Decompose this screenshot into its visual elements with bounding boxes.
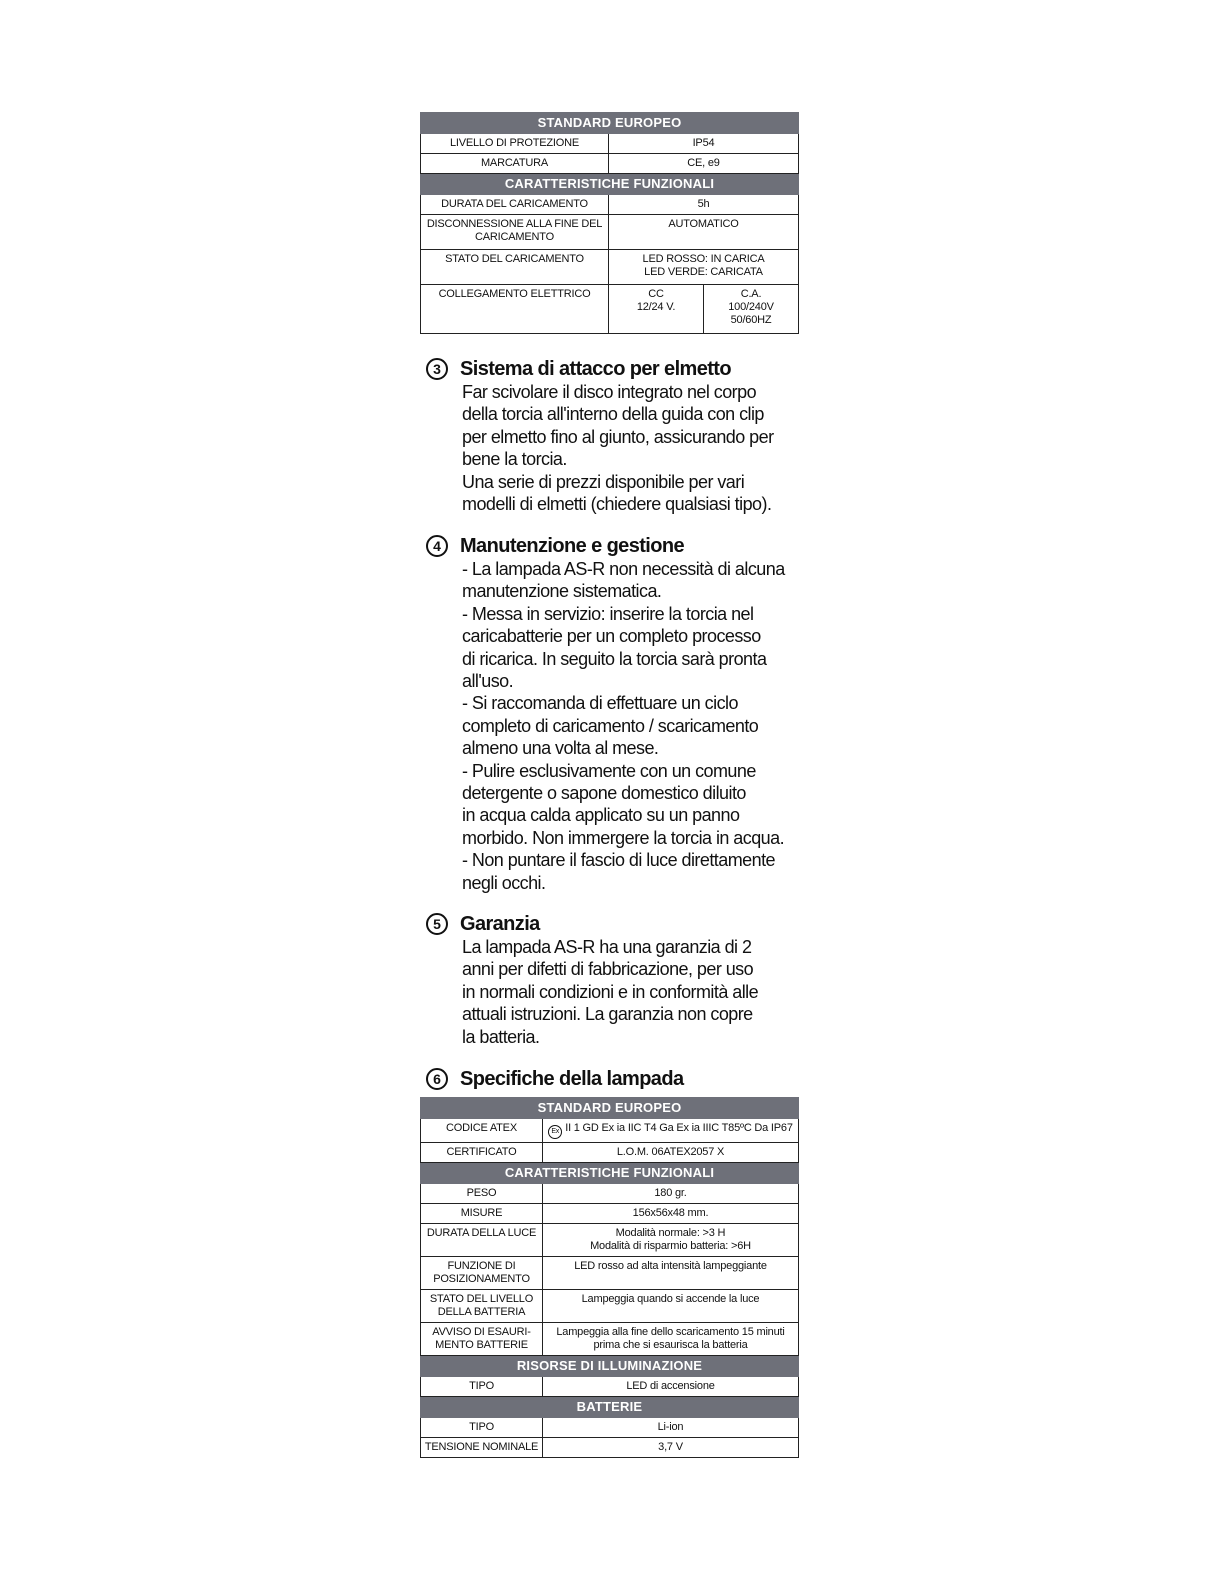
section-body: Far scivolare il disco integrato nel corpo della torcia all'interno della guida con clip per elmetto fino al giunto, assicurando per bene la torcia. Una serie di prezzi disponibile per vari modelli di elmetti (chiedere qualsiasi tipo).: [462, 382, 774, 515]
atex-code: II 1 GD Ex ia IIC T4 Ga Ex ia IIIC T85ºC Da IP67: [565, 1122, 793, 1134]
table-row: [421, 1119, 799, 1143]
section-maintenance: [426, 534, 806, 894]
row-label: TIPO: [421, 1377, 543, 1397]
table-row: [421, 1418, 799, 1438]
section-number-badge: 5: [426, 913, 448, 935]
row-label: TENSIONE NOMINALE: [421, 1438, 543, 1458]
value-line: Lampeggia alla fine dello scaricamento 15 minuti: [556, 1326, 785, 1338]
row-label: STATO DEL CARICAMENTO: [421, 250, 609, 285]
label-line: STATO DEL LIVELLO: [429, 1293, 534, 1305]
section-header: BATTERIE: [421, 1397, 799, 1418]
row-label: DISCONNESSIONE ALLA FINE DEL CARICAMENTO: [421, 215, 609, 250]
row-label: CERTIFICATO: [421, 1143, 543, 1163]
section-number-badge: 3: [426, 358, 448, 380]
value-line: 100/240V: [728, 301, 774, 313]
section-heading: [426, 1067, 806, 1091]
table-row: [421, 1163, 799, 1184]
value-line: C.A.: [740, 288, 762, 300]
table-row: [421, 1224, 799, 1257]
row-value: 156x56x48 mm.: [543, 1204, 799, 1224]
section-title: Manutenzione e gestione: [460, 534, 685, 557]
table-row: [421, 1438, 799, 1458]
table-row: [421, 1098, 799, 1119]
row-value: [543, 1224, 799, 1257]
row-value: Li-ion: [543, 1418, 799, 1438]
table-row: [421, 154, 799, 174]
row-value: 5h: [609, 195, 799, 215]
value-line: 50/60HZ: [730, 314, 772, 326]
section-header: STANDARD EUROPEO: [421, 113, 799, 134]
value-line: LED ROSSO: IN CARICA: [642, 253, 765, 265]
row-label: COLLEGAMENTO ELETTRICO: [421, 285, 609, 334]
row-value: CE, e9: [609, 154, 799, 174]
table-row: [421, 285, 799, 334]
row-value: AUTOMATICO: [609, 215, 799, 250]
row-label: DURATA DEL CARICAMENTO: [421, 195, 609, 215]
table-row: [421, 1377, 799, 1397]
row-value: LED di accensione: [543, 1377, 799, 1397]
row-label: [421, 1290, 543, 1323]
row-value: LED rosso ad alta intensità lampeggiante: [543, 1257, 799, 1290]
section-header: RISORSE DI ILLUMINAZIONE: [421, 1356, 799, 1377]
row-label: CODICE ATEX: [421, 1119, 543, 1143]
section-title: Specifiche della lampada: [460, 1067, 684, 1090]
section-number-badge: 4: [426, 535, 448, 557]
row-label: TIPO: [421, 1418, 543, 1438]
section-heading: [426, 912, 806, 936]
value-line: prima che si esaurisca la batteria: [593, 1339, 748, 1351]
section-warranty: [426, 912, 806, 1048]
table-row: [421, 1143, 799, 1163]
row-value: IP54: [609, 134, 799, 154]
section-heading: [426, 534, 806, 558]
table-row: [421, 113, 799, 134]
table-row: [421, 1323, 799, 1356]
cc-value: [609, 285, 704, 334]
value-line: Modalità normale: >3 H: [615, 1227, 726, 1239]
row-value: L.O.M. 06ATEX2057 X: [543, 1143, 799, 1163]
label-line: FUNZIONE DI: [447, 1260, 516, 1272]
row-label: MARCATURA: [421, 154, 609, 174]
row-label: [421, 1323, 543, 1356]
label-line: DELLA BATTERIA: [437, 1306, 526, 1318]
table-row: [421, 250, 799, 285]
label-line: AVVISO DI ESAURI-: [432, 1326, 531, 1338]
row-value: Lampeggia quando si accende la luce: [543, 1290, 799, 1323]
value-line: CC: [648, 288, 664, 300]
table-row: [421, 195, 799, 215]
section-title: Garanzia: [460, 912, 540, 935]
value-line: 12/24 V.: [636, 301, 676, 313]
table-row: [421, 1257, 799, 1290]
table-row: [421, 134, 799, 154]
lamp-spec-table: [420, 1097, 799, 1458]
row-label: DURATA DELLA LUCE: [421, 1224, 543, 1257]
row-label: MISURE: [421, 1204, 543, 1224]
row-value: 3,7 V: [543, 1438, 799, 1458]
section-body: - La lampada AS-R non necessità di alcuna manutenzione sistematica. - Messa in servizio: inserire la torcia nel caricabatterie per un completo processo di ricarica. In seguito la torcia sarà pronta all'uso. - Si raccomanda di effettuare un ciclo completo di caricamento / scaricamento almeno una volta al mese. - Pulire esclusivamente con un comune detergente o sapone domestico diluito in acqua calda applicato su un panno morbido. Non immergere la torcia in acqua. - Non puntare il fascio di luce direttamente negli occhi.: [462, 559, 785, 893]
table-row: [421, 1397, 799, 1418]
table-row: [421, 1184, 799, 1204]
row-value: [543, 1119, 799, 1143]
charger-spec-table: [420, 112, 799, 334]
row-value: 180 gr.: [543, 1184, 799, 1204]
row-label: PESO: [421, 1184, 543, 1204]
section-heading: [426, 357, 806, 381]
ex-symbol-icon: Ex: [548, 1125, 562, 1139]
table-row: [421, 1290, 799, 1323]
section-helmet-mount: [426, 357, 806, 515]
label-line: MENTO BATTERIE: [435, 1339, 528, 1351]
label-line: POSIZIONAMENTO: [433, 1273, 530, 1285]
value-line: Modalità di risparmio batteria: >6H: [590, 1240, 751, 1252]
value-line: LED VERDE: CARICATA: [644, 266, 763, 278]
ca-value: [704, 285, 799, 334]
row-value: [543, 1323, 799, 1356]
table-row: [421, 1204, 799, 1224]
table-row: [421, 1356, 799, 1377]
section-body: La lampada AS-R ha una garanzia di 2 anni per difetti di fabbricazione, per uso in normali condizioni e in conformità alle attuali istruzioni. La garanzia non copre la batteria.: [462, 937, 759, 1047]
section-header: CARATTERISTICHE FUNZIONALI: [421, 174, 799, 195]
table-row: [421, 215, 799, 250]
section-number-badge: 6: [426, 1068, 448, 1090]
row-value: [609, 250, 799, 285]
row-label: [421, 1257, 543, 1290]
row-label: LIVELLO DI PROTEZIONE: [421, 134, 609, 154]
section-title: Sistema di attacco per elmetto: [460, 357, 731, 380]
section-header: STANDARD EUROPEO: [421, 1098, 799, 1119]
section-header: CARATTERISTICHE FUNZIONALI: [421, 1163, 799, 1184]
section-lamp-specs: [426, 1067, 806, 1091]
table-row: [421, 174, 799, 195]
